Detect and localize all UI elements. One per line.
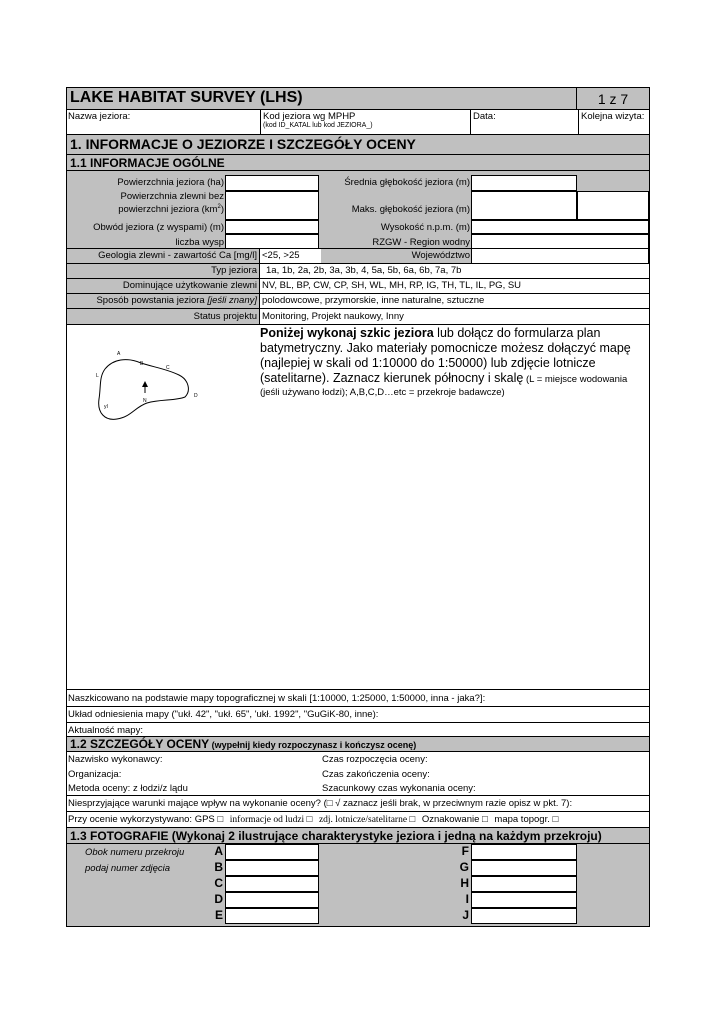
section-13-title: 1.3 FOTOGRAFIE (Wykonaj 2 ilustrujące charakterystyke jeziora i jedną na każdym przekroju) xyxy=(70,829,602,843)
title-bar xyxy=(67,88,649,110)
max-depth-label: Maks. głębokość jeziora (m) xyxy=(351,204,470,215)
photo-section-label: C xyxy=(214,876,223,890)
point-c-label: C xyxy=(166,365,170,371)
general-info-block xyxy=(67,171,649,249)
photo-number-input[interactable] xyxy=(471,844,577,860)
section-12-header xyxy=(67,737,649,752)
end-time-field[interactable]: Czas zakończenia oceny: xyxy=(322,769,430,780)
visit-field[interactable]: Kolejna wizyta: xyxy=(578,110,649,134)
landuse-options[interactable]: NV, BL, BP, CW, CP, SH, WL, MH, RP, IG, TH, TL, IL, PG, SU xyxy=(259,279,649,293)
people-info-checkbox[interactable]: informacje od ludzi □ xyxy=(229,815,313,825)
point-b-label: B xyxy=(140,361,144,367)
launch-point-label: L xyxy=(96,373,99,379)
photo-section-label: H xyxy=(460,876,469,890)
area-input[interactable] xyxy=(225,175,319,191)
catchment-input[interactable] xyxy=(225,191,319,220)
lake-sketch xyxy=(87,347,207,437)
photos-block xyxy=(67,844,649,926)
resources-row xyxy=(67,812,649,828)
map-system-row[interactable]: Układ odniesienia mapy ("ukł. 42", "ukł. 65", 'ukł. 1992", "GuGiK-80, inne): xyxy=(67,707,649,723)
altitude-label: Wysokość n.p.m. (m) xyxy=(380,222,470,233)
photo-section-label: I xyxy=(465,892,469,906)
photo-number-input[interactable] xyxy=(471,908,577,924)
section-12-title: 1.2 SZCZEGÓŁY OCENY (wypełnij kiedy rozpoczynasz i kończysz ocenę) xyxy=(70,737,417,751)
point-d-label: D xyxy=(194,393,198,399)
lake-outline xyxy=(99,360,189,420)
photo-section-label: G xyxy=(459,860,469,874)
lake-type-row xyxy=(67,264,649,279)
sketch-area[interactable] xyxy=(67,325,649,690)
organisation-field[interactable]: Organizacja: xyxy=(68,769,122,780)
photo-number-input[interactable] xyxy=(471,876,577,892)
form-title: LAKE HABITAT SURVEY (LHS) xyxy=(70,89,303,106)
assessment-details xyxy=(67,752,649,796)
marking-checkbox[interactable]: Oznakowanie □ xyxy=(421,814,488,825)
photo-number-input[interactable] xyxy=(225,876,319,892)
north-arrow-icon xyxy=(142,381,148,387)
photos-note-1: Obok numeru przekroju xyxy=(85,847,185,858)
survey-form xyxy=(66,87,650,927)
page-number: 1 z 7 xyxy=(576,88,649,109)
method-field[interactable]: Metoda oceny: z łodzi/z lądu xyxy=(68,783,188,794)
map-scale-row[interactable]: Naszkicowano na podstawie mapy topograficznej w skali [1:10000, 1:25000, 1:50000, inna - jaka?]: xyxy=(67,690,649,707)
map-date-row[interactable]: Aktualność mapy: xyxy=(67,723,649,737)
conditions-row[interactable]: Niesprzyjające warunki mające wpływ na wykonanie oceny? (□ √ zaznacz jeśli brak, w przeciwnym razie opisz w pkt. 7): xyxy=(67,796,649,812)
origin-row xyxy=(67,294,649,309)
altitude-input[interactable] xyxy=(471,220,649,234)
gps-checkbox[interactable]: Przy ocenie wykorzystywano: GPS □ xyxy=(68,814,224,825)
catchment-label-2: powierzchni jeziora $(km^2)$ xyxy=(118,204,224,216)
islands-input[interactable] xyxy=(225,234,319,249)
aerial-photo-checkbox[interactable]: zdj. lotnicze/satelitarne □ xyxy=(318,815,416,825)
sketch-instructions: Poniżej wykonaj szkic jeziora lub dołącz do formularza plan batymetryczny. Jako materiały pomocnicze możesz dołączyć mapę (najlepiej w skali od 1:10000 do 1:50000) lub zdjęcie lotnicze (satelitarne). Zaznacz kierunek północny i skalę (L = miejsce wodowania (jeśli używano łodzi); A,B,C,D…etc = przekroje badawcze) xyxy=(260,326,631,398)
photo-number-input[interactable] xyxy=(471,892,577,908)
perimeter-label: Obwód jeziora (z wyspami) (m) xyxy=(93,222,224,233)
photo-number-input[interactable] xyxy=(225,892,319,908)
photo-section-label: J xyxy=(462,908,469,922)
status-options[interactable]: Monitoring, Projekt naukowy, Inny xyxy=(259,309,649,324)
origin-options[interactable]: polodowcowe, przymorskie, inne naturalne, sztuczne xyxy=(259,294,649,308)
mean-depth-input[interactable] xyxy=(471,175,577,191)
section-1-header xyxy=(67,135,649,155)
surveyor-field[interactable]: Nazwisko wykonawcy: xyxy=(68,754,163,765)
lake-code-label: Kod jeziora wg MPHP xyxy=(263,111,356,122)
point-yi-label: yI xyxy=(104,404,108,410)
landuse-row xyxy=(67,279,649,294)
rzgw-input[interactable] xyxy=(471,234,649,249)
geology-options[interactable]: <25, >25 xyxy=(259,249,321,263)
lake-code-note: (kod ID_KATAL lub kod JEZIORA_) xyxy=(263,122,373,129)
section-11-title: 1.1 INFORMACJE OGÓLNE xyxy=(70,156,225,170)
photo-number-input[interactable] xyxy=(225,908,319,924)
id-row xyxy=(67,110,649,135)
photo-number-input[interactable] xyxy=(225,844,319,860)
islands-label: liczba wysp xyxy=(175,237,224,248)
photos-note-2: podaj numer zdjęcia xyxy=(85,863,171,874)
topo-map-checkbox[interactable]: mapa topogr. □ xyxy=(494,814,559,825)
area-label: Powierzchnia jeziora (ha) xyxy=(117,177,224,188)
point-a-label: A xyxy=(117,351,121,357)
photo-section-label: B xyxy=(214,860,223,874)
start-time-field[interactable]: Czas rozpoczęcia oceny: xyxy=(322,754,428,765)
mean-depth-label: Średnia głębokość jeziora (m) xyxy=(344,177,470,188)
landuse-label: Dominujące użytkowanie zlewni xyxy=(122,280,257,291)
voivodeship-input[interactable] xyxy=(471,248,649,264)
status-row xyxy=(67,309,649,325)
geology-label: Geologia zlewni - zawartość Ca [mg/l] xyxy=(98,250,257,261)
photo-section-label: E xyxy=(214,908,223,922)
date-field[interactable]: Data: xyxy=(470,110,578,134)
perimeter-input[interactable] xyxy=(225,220,319,234)
duration-field[interactable]: Szacunkowy czas wykonania oceny: xyxy=(322,783,476,794)
voivodeship-label: Województwo xyxy=(411,250,470,261)
north-label: N xyxy=(143,398,147,404)
lake-code-field[interactable] xyxy=(260,110,470,134)
geology-row xyxy=(67,249,649,264)
photo-section-label: D xyxy=(214,892,223,906)
photo-section-label: A xyxy=(214,844,223,858)
lake-name-field[interactable]: Nazwa jeziora: xyxy=(68,111,131,122)
rzgw-label: RZGW - Region wodny xyxy=(372,237,470,248)
photo-number-input[interactable] xyxy=(225,860,319,876)
max-depth-input[interactable] xyxy=(471,191,577,220)
catchment-label-1: Powierzchnia zlewni bez xyxy=(120,191,224,202)
lake-type-label: Typ jeziora xyxy=(211,265,257,276)
photo-number-input[interactable] xyxy=(471,860,577,876)
status-label: Status projektu xyxy=(193,311,257,322)
origin-label: Sposób powstania jeziora [jeśli znany] xyxy=(96,295,257,306)
photo-section-label: F xyxy=(461,844,469,858)
section-13-header xyxy=(67,828,649,844)
section-11-header xyxy=(67,155,649,171)
max-depth-extra-input[interactable] xyxy=(577,191,649,220)
lake-type-options[interactable]: 1a, 1b, 2a, 2b, 3a, 3b, 4, 5a, 5b, 6a, 6b, 7a, 7b xyxy=(259,264,649,278)
section-1-title: 1. INFORMACJE O JEZIORZE I SZCZEGÓŁY OCENY xyxy=(70,136,416,152)
